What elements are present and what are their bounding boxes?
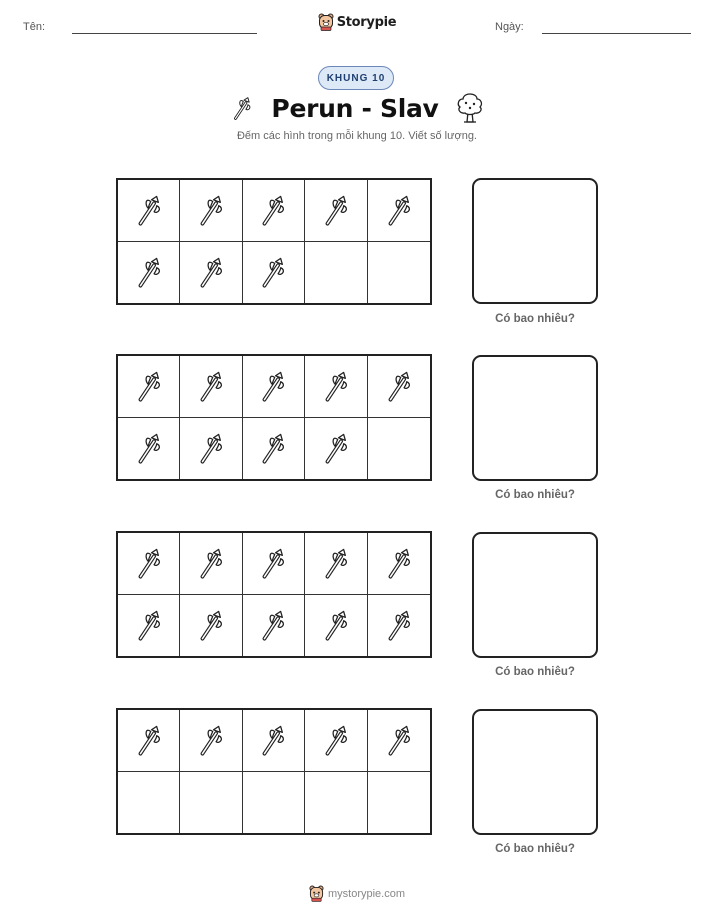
- frame-cell: [368, 710, 430, 772]
- title-row: [0, 90, 714, 126]
- battle-axe-icon: [256, 720, 290, 760]
- frame-cell: [180, 356, 242, 418]
- worksheet-badge: KHUNG 10: [318, 66, 394, 90]
- battle-axe-icon: [194, 190, 228, 230]
- frame-cell: [243, 356, 305, 418]
- frame-cell: [180, 242, 242, 304]
- frame-cell: [368, 242, 430, 304]
- frame-cell: [368, 180, 430, 242]
- frame-cell: [118, 595, 180, 657]
- frame-cell: [180, 595, 242, 657]
- footer: [0, 885, 714, 902]
- frame-cell: [180, 772, 242, 834]
- frame-cell: [243, 418, 305, 480]
- frame-cell: [368, 356, 430, 418]
- frame-cell: [118, 356, 180, 418]
- frame-cell: [305, 356, 367, 418]
- frame-cell: [305, 533, 367, 595]
- battle-axe-icon: [319, 720, 353, 760]
- battle-axe-icon: [132, 720, 166, 760]
- count-question: Có bao nhiêu?: [495, 843, 575, 855]
- frame-cell: [305, 180, 367, 242]
- battle-axe-icon: [319, 190, 353, 230]
- battle-axe-icon: [256, 366, 290, 406]
- frame-cell: [243, 710, 305, 772]
- battle-axe-icon: [132, 366, 166, 406]
- frame-cell: [305, 595, 367, 657]
- answer-box[interactable]: [472, 532, 598, 658]
- oak-tree-icon: [455, 92, 485, 124]
- ten-frame: [116, 354, 432, 481]
- frame-cell: [368, 772, 430, 834]
- battle-axe-icon: [132, 428, 166, 468]
- battle-axe-icon: [132, 543, 166, 583]
- date-line[interactable]: [542, 33, 691, 34]
- frame-cell: [243, 533, 305, 595]
- frame-cell: [180, 533, 242, 595]
- answer-box[interactable]: [472, 355, 598, 481]
- battle-axe-icon: [229, 93, 255, 123]
- answer-box[interactable]: [472, 178, 598, 304]
- brand-name: Storypie: [336, 14, 397, 30]
- battle-axe-icon: [319, 428, 353, 468]
- frame-cell: [368, 533, 430, 595]
- frame-cell: [305, 772, 367, 834]
- frame-cell: [305, 242, 367, 304]
- frame-cell: [180, 710, 242, 772]
- frame-cell: [180, 180, 242, 242]
- frame-cell: [118, 418, 180, 480]
- battle-axe-icon: [256, 428, 290, 468]
- battle-axe-icon: [256, 605, 290, 645]
- battle-axe-icon: [382, 190, 416, 230]
- battle-axe-icon: [319, 605, 353, 645]
- count-question: Có bao nhiêu?: [495, 313, 575, 325]
- frame-cell: [368, 418, 430, 480]
- bear-mascot-icon: [309, 885, 324, 902]
- battle-axe-icon: [194, 366, 228, 406]
- name-line[interactable]: [72, 33, 257, 34]
- frame-cell: [118, 710, 180, 772]
- battle-axe-icon: [194, 252, 228, 292]
- frame-cell: [118, 533, 180, 595]
- battle-axe-icon: [194, 720, 228, 760]
- battle-axe-icon: [382, 605, 416, 645]
- count-question: Có bao nhiêu?: [495, 489, 575, 501]
- frame-cell: [305, 418, 367, 480]
- battle-axe-icon: [132, 252, 166, 292]
- frame-cell: [243, 180, 305, 242]
- count-question: Có bao nhiêu?: [495, 666, 575, 678]
- frame-cell: [118, 242, 180, 304]
- answer-box[interactable]: [472, 709, 598, 835]
- frame-cell: [243, 242, 305, 304]
- battle-axe-icon: [194, 428, 228, 468]
- battle-axe-icon: [256, 543, 290, 583]
- frame-cell: [243, 772, 305, 834]
- frame-cell: [368, 595, 430, 657]
- date-label: Ngày:: [495, 21, 524, 33]
- battle-axe-icon: [256, 252, 290, 292]
- footer-url[interactable]: mystorypie.com: [327, 887, 406, 900]
- battle-axe-icon: [132, 605, 166, 645]
- battle-axe-icon: [382, 366, 416, 406]
- bear-mascot-icon: [318, 13, 334, 31]
- frame-cell: [305, 710, 367, 772]
- brand-logo: [0, 13, 714, 31]
- frame-cell: [118, 180, 180, 242]
- battle-axe-icon: [194, 543, 228, 583]
- ten-frame: [116, 708, 432, 835]
- page-title: Perun - Slav: [271, 93, 439, 123]
- battle-axe-icon: [256, 190, 290, 230]
- instruction-text: Đếm các hình trong mỗi khung 10. Viết số lượng.: [236, 130, 477, 142]
- battle-axe-icon: [319, 366, 353, 406]
- frame-cell: [180, 418, 242, 480]
- battle-axe-icon: [382, 720, 416, 760]
- battle-axe-icon: [194, 605, 228, 645]
- battle-axe-icon: [319, 543, 353, 583]
- battle-axe-icon: [132, 190, 166, 230]
- ten-frame: [116, 531, 432, 658]
- frame-cell: [243, 595, 305, 657]
- frame-cell: [118, 772, 180, 834]
- name-label: Tên:: [23, 21, 46, 33]
- ten-frame: [116, 178, 432, 305]
- battle-axe-icon: [382, 543, 416, 583]
